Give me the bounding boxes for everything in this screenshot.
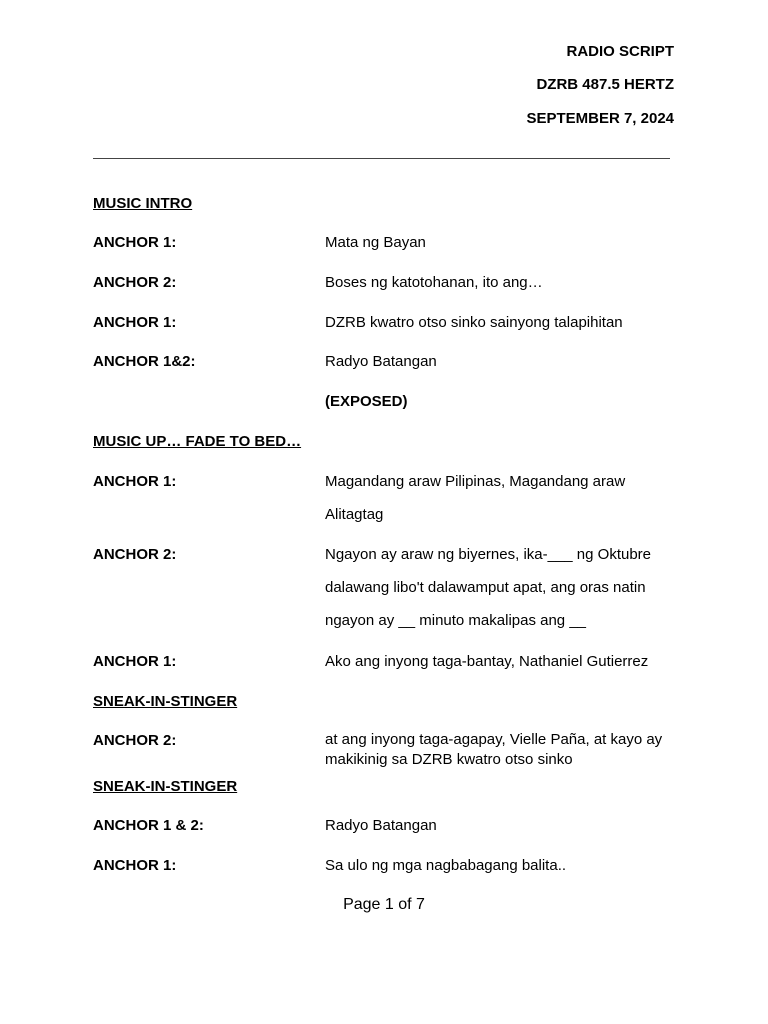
cue-music-up: MUSIC UP… FADE TO BED… — [93, 433, 302, 450]
dialogue-text-line2: Alitagtag — [325, 506, 384, 523]
dialogue-text: DZRB kwatro otso sinko sainyong talapihitan — [325, 314, 623, 331]
header-divider — [93, 158, 670, 159]
dialogue-text: Ako ang inyong taga-bantay, Nathaniel Gutierrez — [325, 653, 649, 670]
dialogue-text: Boses ng katotohanan, ito ang… — [325, 274, 543, 291]
direction-exposed: (EXPOSED) — [325, 393, 408, 410]
speaker-label: ANCHOR 2: — [93, 546, 177, 563]
speaker-label: ANCHOR 1: — [93, 857, 177, 874]
cue-sneak-in-stinger: SNEAK-IN-STINGER — [93, 778, 238, 795]
station-name: DZRB 487.5 HERTZ — [536, 76, 674, 93]
dialogue-text-line1: Magandang araw Pilipinas, Magandang araw — [325, 473, 626, 490]
dialogue-text: at ang inyong taga-agapay, Vielle Paña, at kayo ay makikinig sa DZRB kwatro otso sinko — [325, 731, 663, 768]
speaker-label: ANCHOR 2: — [93, 274, 177, 291]
page-number: Page 1 of 7 — [343, 896, 425, 913]
dialogue-text-line2: dalawang libo't dalawamput apat, ang oras natin — [325, 579, 646, 596]
dialogue-text: Mata ng Bayan — [325, 234, 426, 251]
cue-sneak-in-stinger: SNEAK-IN-STINGER — [93, 693, 238, 710]
dialogue-text: Radyo Batangan — [325, 353, 437, 370]
script-date: SEPTEMBER 7, 2024 — [526, 110, 674, 127]
dialogue-text-line3: ngayon ay __ minuto makalipas ang __ — [325, 612, 587, 629]
dialogue-text: Sa ulo ng mga nagbabagang balita.. — [325, 857, 567, 874]
speaker-label: ANCHOR 1: — [93, 653, 177, 670]
dialogue-text: Radyo Batangan — [325, 817, 437, 834]
speaker-label: ANCHOR 1 & 2: — [93, 817, 204, 834]
script-title: RADIO SCRIPT — [566, 43, 674, 60]
cue-music-intro: MUSIC INTRO — [93, 195, 193, 212]
speaker-label: ANCHOR 1: — [93, 473, 177, 490]
speaker-label: ANCHOR 1&2: — [93, 353, 196, 370]
speaker-label: ANCHOR 2: — [93, 732, 177, 749]
dialogue-text-line1: Ngayon ay araw ng biyernes, ika-___ ng Oktubre — [325, 546, 652, 563]
speaker-label: ANCHOR 1: — [93, 234, 177, 251]
speaker-label: ANCHOR 1: — [93, 314, 177, 331]
